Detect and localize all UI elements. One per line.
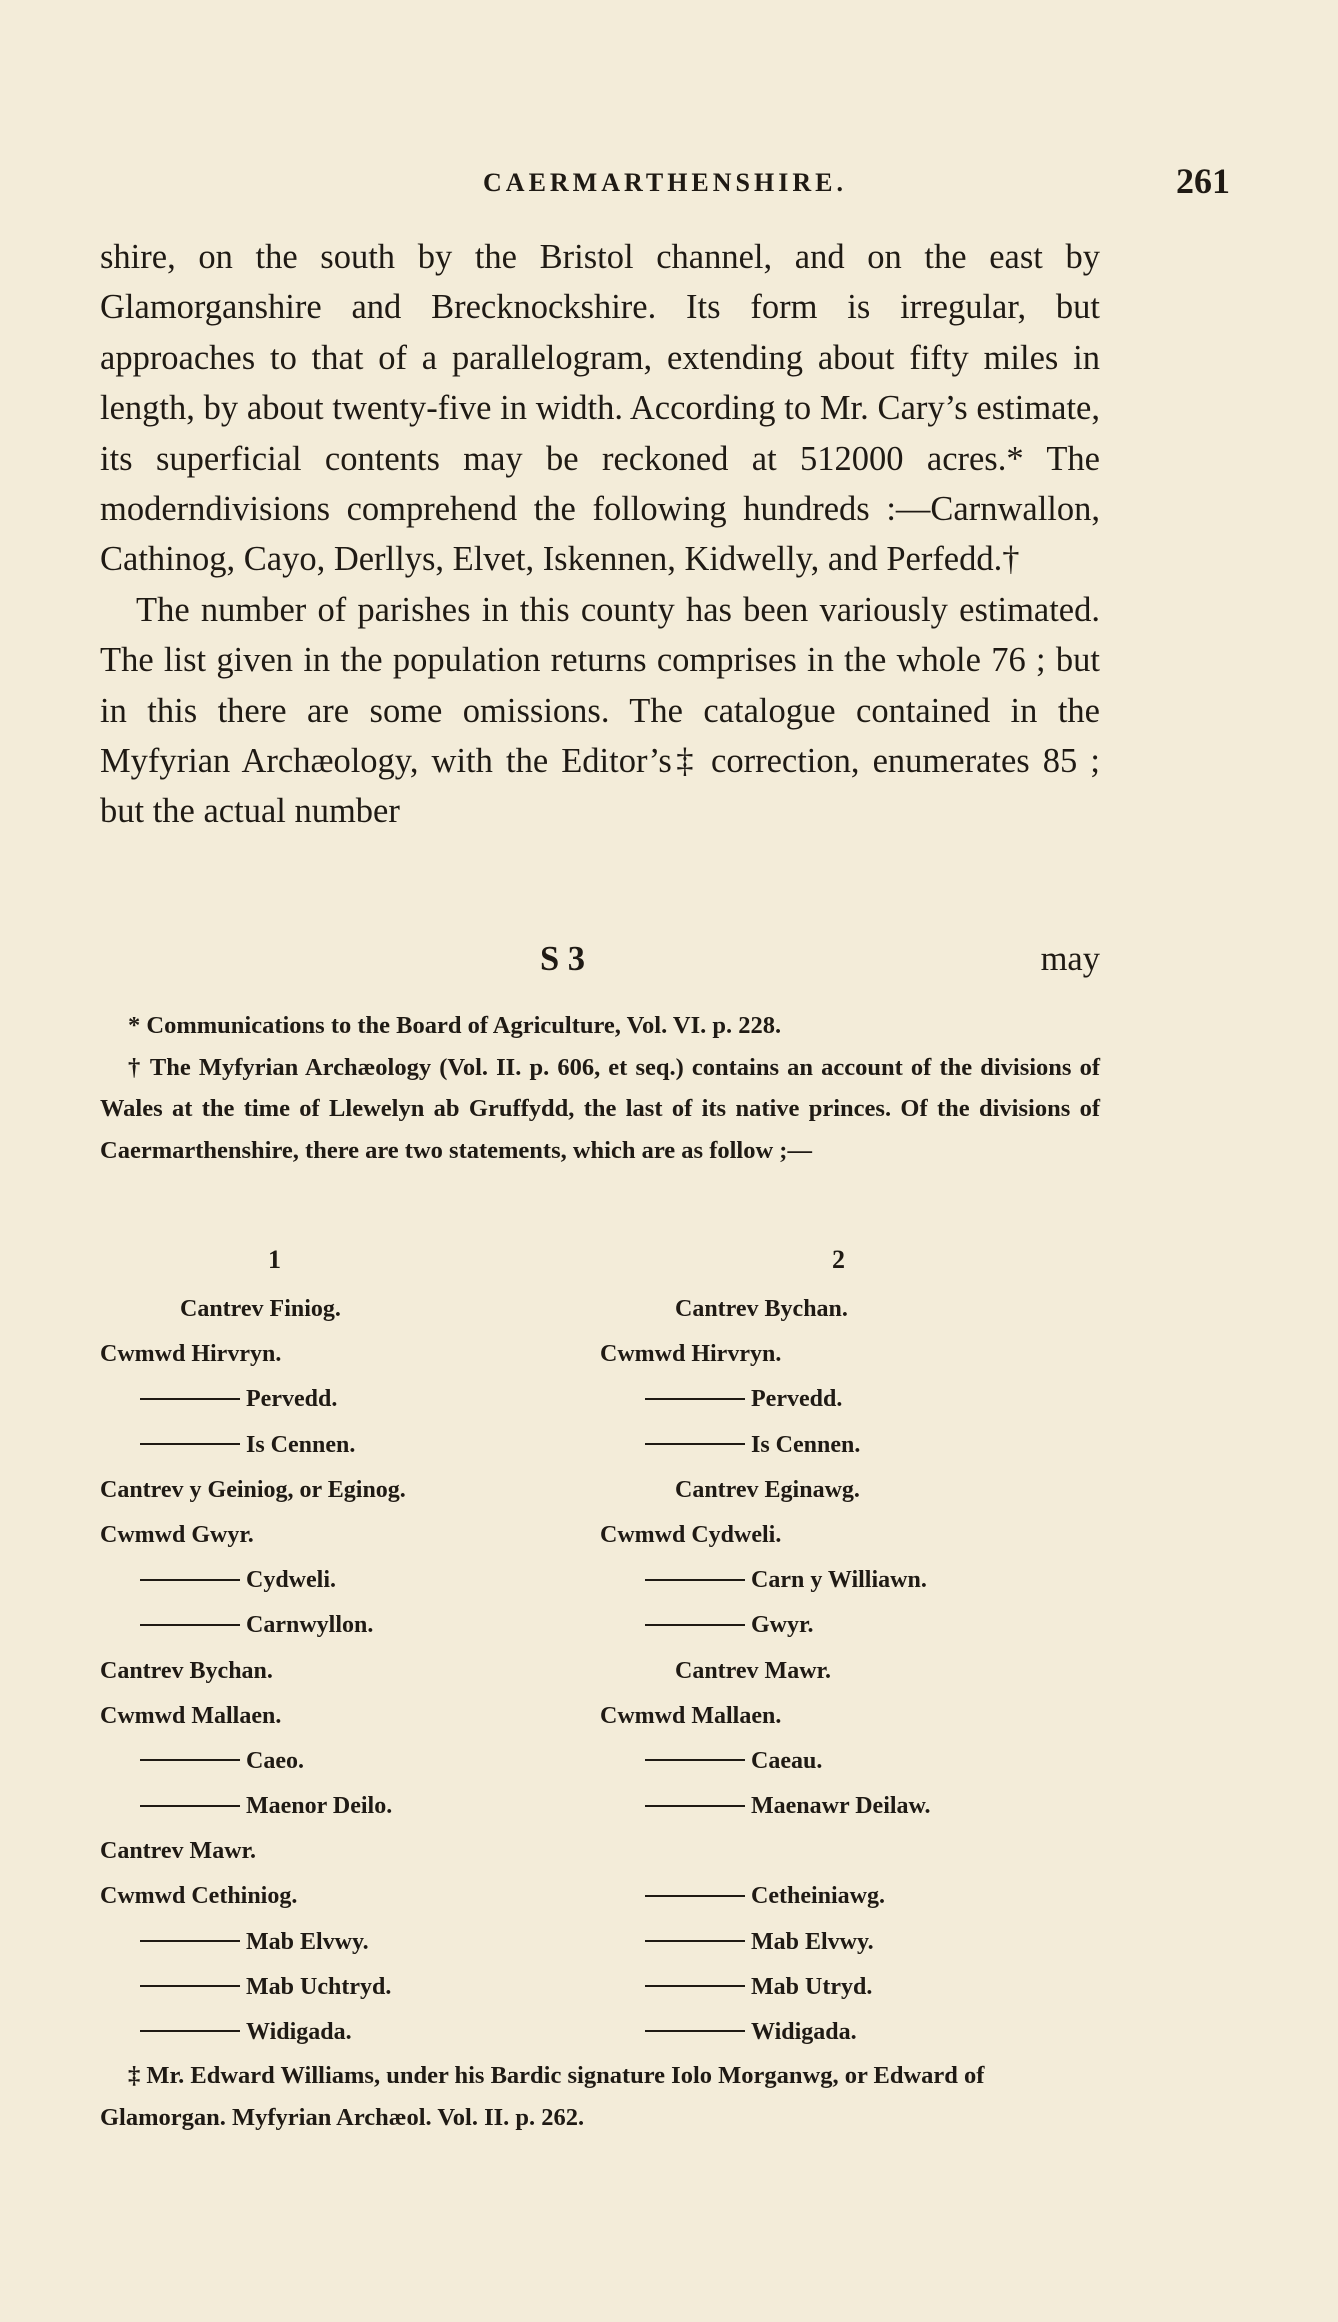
dash-rule — [645, 2030, 745, 2032]
division-name: Cwmwd Mallaen. — [100, 1702, 282, 1729]
division-name: Cantrev Mawr. — [100, 1838, 256, 1865]
division-name: Is Cennen. — [246, 1431, 356, 1458]
dash-rule — [645, 1398, 745, 1400]
division-name: Mab Uchtryd. — [246, 1973, 392, 2000]
division-name: Cwmwd Hirvryn. — [600, 1341, 782, 1368]
division-name: Cantrev Bychan. — [100, 1657, 273, 1684]
page-number: 261 — [1176, 161, 1230, 201]
division-entry — [600, 1874, 1100, 1919]
division-entry — [100, 1694, 600, 1739]
running-head: CAERMARTHENSHIRE. — [483, 168, 847, 197]
dash-rule — [645, 1759, 745, 1761]
division-entry — [600, 1287, 1100, 1332]
dash-rule — [645, 1805, 745, 1807]
division-name: Cantrev Mawr. — [675, 1657, 831, 1684]
division-entry — [600, 1784, 1100, 1829]
dash-rule — [140, 1398, 240, 1400]
left-column — [100, 1245, 600, 2055]
division-entry — [600, 1468, 1100, 1513]
division-entry — [100, 1784, 600, 1829]
division-name: Cantrev Eginawg. — [675, 1476, 860, 1503]
division-name: Mab Elvwy. — [751, 1928, 874, 1955]
right-column-heading: 2 — [832, 1245, 845, 1274]
dash-rule — [140, 1759, 240, 1761]
division-entry — [600, 2010, 1100, 2055]
footnote-2: † The Myfyrian Archæology (Vol. II. p. 606, et seq.) contains an account of the divisions of Wales at the time of Llewelyn ab Gruffydd, the last of its native princes. Of the divisions of Caermarthenshire, there are two statements, which are as follow ;— — [100, 1053, 1100, 1164]
division-entry — [600, 1694, 1100, 1739]
division-entry — [100, 1468, 600, 1513]
division-name: Is Cennen. — [751, 1431, 861, 1458]
footnote-1: * Communications to the Board of Agriculture, Vol. VI. p. 228. — [128, 1012, 782, 1039]
signature-mark: S 3 — [540, 940, 586, 978]
division-entry — [600, 1649, 1100, 1694]
division-entry — [100, 1287, 600, 1332]
body-text — [100, 232, 1100, 837]
division-entry — [100, 1920, 600, 1965]
dash-rule — [140, 2030, 240, 2032]
footnote-3-block — [100, 2055, 1100, 2138]
division-name: Maenawr Deilaw. — [751, 1793, 931, 1820]
right-column — [600, 1245, 1100, 2055]
signature-line — [100, 940, 1100, 990]
division-entry — [600, 1965, 1100, 2010]
dash-rule — [140, 1805, 240, 1807]
division-entry — [100, 1874, 600, 1919]
dash-rule — [645, 1624, 745, 1626]
paragraph-1: shire, on the south by the Bristol channel, and on the east by Glamorganshire and Brecknockshire. Its form is irregular, but approaches to that of a parallelogram, extending about fifty miles in length, by about twenty-five in width. According to Mr. Cary’s estimate, its superficial contents may be reckoned at 512000 acres.* The moderndivisions comprehend the following hundreds :—Carnwallon, Cathinog, Cayo, Derllys, Elvet, Iskennen, Kidwelly, and Perfedd.† — [100, 238, 1100, 579]
division-entry — [600, 1829, 1100, 1874]
division-name: Gwyr. — [751, 1612, 814, 1639]
division-entry — [600, 1603, 1100, 1648]
division-name: Cantrev Finiog. — [180, 1296, 341, 1322]
dash-rule — [645, 1985, 745, 1987]
division-name: Carn y Williawn. — [751, 1567, 927, 1594]
division-entry — [100, 1829, 600, 1874]
division-name: Pervedd. — [246, 1386, 338, 1413]
dash-rule — [140, 1985, 240, 1987]
division-entry — [100, 2010, 600, 2055]
division-name: Cwmwd Mallaen. — [600, 1702, 782, 1729]
division-entry — [100, 1649, 600, 1694]
footnote-3: ‡ Mr. Edward Williams, under his Bardic signature Iolo Morganwg, or Edward of Glamorgan. Myfyrian Archæol. Vol. II. p. 262. — [100, 2062, 985, 2131]
division-entry — [600, 1423, 1100, 1468]
division-name: Cwmwd Hirvryn. — [100, 1341, 282, 1368]
division-name: Caeau. — [751, 1747, 823, 1774]
dash-rule — [140, 1579, 240, 1581]
left-column-heading: 1 — [268, 1245, 281, 1274]
dash-rule — [140, 1443, 240, 1445]
dash-rule — [645, 1443, 745, 1445]
division-entry — [100, 1513, 600, 1558]
division-name: Mab Elvwy. — [246, 1928, 369, 1955]
dash-rule — [645, 1895, 745, 1897]
division-entry — [100, 1423, 600, 1468]
division-name: Mab Utryd. — [751, 1973, 873, 2000]
catchword: may — [1040, 940, 1100, 978]
dash-rule — [645, 1940, 745, 1942]
dash-rule — [645, 1579, 745, 1581]
division-name: Cwmwd Cethiniog. — [100, 1883, 298, 1910]
division-entry — [600, 1377, 1100, 1422]
division-name: Cwmwd Gwyr. — [100, 1521, 254, 1548]
division-name: Carnwyllon. — [246, 1612, 374, 1639]
division-entry — [100, 1603, 600, 1648]
division-name: Maenor Deilo. — [246, 1793, 393, 1820]
division-entry — [100, 1332, 600, 1377]
paragraph-2: The number of parishes in this county has been variously estimated. The list given in the population returns comprises in the whole 76 ; but in this there are some omissions. The catalogue contained in the Myfyrian Archæology, with the Editor’s‡ correction, enumerates 85 ; but the actual number — [100, 590, 1100, 831]
division-name: Cwmwd Cydweli. — [600, 1521, 782, 1548]
division-entry — [100, 1739, 600, 1784]
division-entry — [600, 1920, 1100, 1965]
division-entry — [100, 1558, 600, 1603]
division-name: Widigada. — [751, 2019, 857, 2045]
division-entry — [600, 1558, 1100, 1603]
division-entry — [100, 1965, 600, 2010]
division-name: Cantrev y Geiniog, or Eginog. — [100, 1476, 406, 1503]
division-name: Cantrev Bychan. — [675, 1296, 848, 1322]
division-entry — [600, 1513, 1100, 1558]
dash-rule — [140, 1624, 240, 1626]
division-name: Cydweli. — [246, 1567, 336, 1594]
division-entry — [100, 1377, 600, 1422]
division-name: Widigada. — [246, 2019, 352, 2045]
page-header — [100, 160, 1230, 210]
footnotes — [100, 1005, 1100, 1171]
division-name: Cetheiniawg. — [751, 1883, 885, 1910]
division-entry — [600, 1332, 1100, 1377]
division-entry — [600, 1739, 1100, 1784]
division-name: Caeo. — [246, 1747, 304, 1774]
dash-rule — [140, 1940, 240, 1942]
division-name: Pervedd. — [751, 1386, 843, 1413]
